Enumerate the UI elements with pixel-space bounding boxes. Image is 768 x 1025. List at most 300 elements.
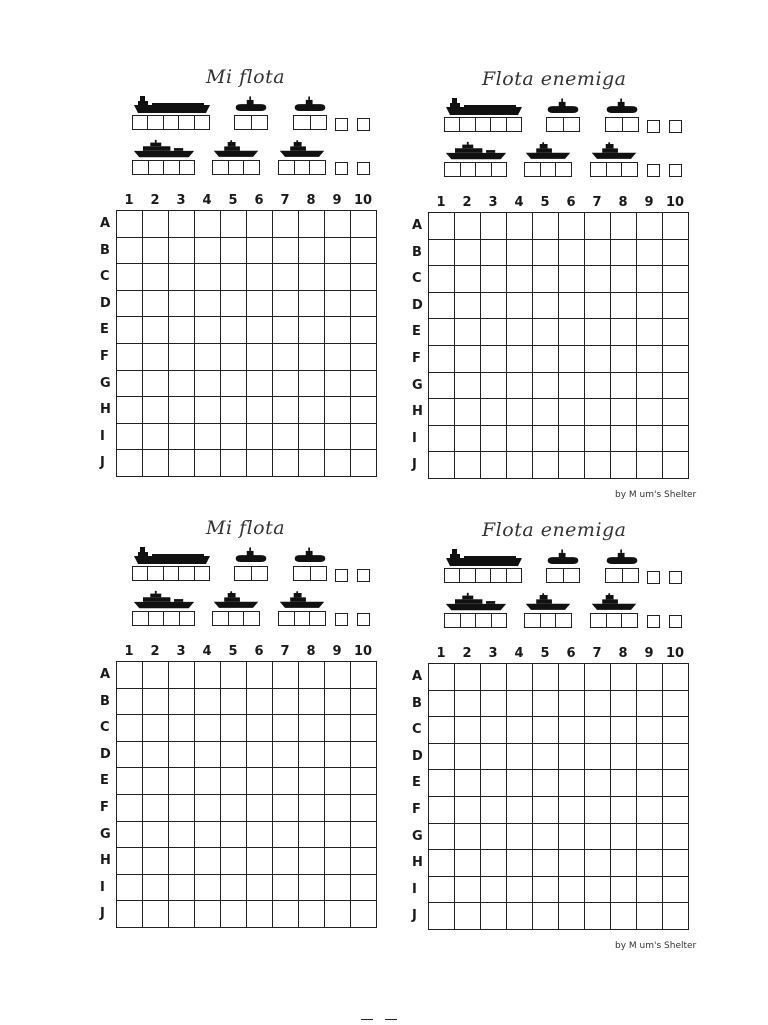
- hit-box[interactable]: [148, 116, 163, 129]
- hit-box[interactable]: [623, 118, 639, 131]
- grid-cell[interactable]: [247, 397, 273, 424]
- grid-cell[interactable]: [143, 211, 169, 238]
- hit-box[interactable]: [445, 614, 461, 627]
- grid-cell[interactable]: [585, 903, 611, 930]
- grid-cell[interactable]: [195, 875, 221, 902]
- grid-cell[interactable]: [143, 901, 169, 928]
- grid-cell[interactable]: [221, 742, 247, 769]
- grid-cell[interactable]: [559, 850, 585, 877]
- grid-cell[interactable]: [637, 744, 663, 771]
- sunk-checkbox[interactable]: [669, 615, 682, 628]
- grid-cell[interactable]: [559, 213, 585, 240]
- hit-box[interactable]: [622, 163, 637, 176]
- grid-cell[interactable]: [637, 426, 663, 453]
- grid-cell[interactable]: [585, 664, 611, 691]
- grid-cell[interactable]: [481, 346, 507, 373]
- grid-cell[interactable]: [195, 795, 221, 822]
- grid-cell[interactable]: [585, 877, 611, 904]
- grid-cell[interactable]: [481, 266, 507, 293]
- grid-cell[interactable]: [455, 770, 481, 797]
- grid-cell[interactable]: [351, 715, 377, 742]
- grid-cell[interactable]: [221, 397, 247, 424]
- grid-cell[interactable]: [351, 344, 377, 371]
- hit-box[interactable]: [525, 163, 541, 176]
- grid-cell[interactable]: [221, 768, 247, 795]
- grid-cell[interactable]: [247, 344, 273, 371]
- grid-cell[interactable]: [611, 426, 637, 453]
- grid-cell[interactable]: [611, 346, 637, 373]
- grid-cell[interactable]: [351, 450, 377, 477]
- hit-box[interactable]: [564, 569, 580, 582]
- grid-cell[interactable]: [507, 213, 533, 240]
- grid-cell[interactable]: [143, 238, 169, 265]
- grid-cell[interactable]: [637, 213, 663, 240]
- grid-cell[interactable]: [507, 797, 533, 824]
- grid-cell[interactable]: [117, 238, 143, 265]
- grid-cell[interactable]: [429, 850, 455, 877]
- grid-cell[interactable]: [533, 213, 559, 240]
- grid-cell[interactable]: [429, 452, 455, 479]
- hit-box[interactable]: [461, 163, 477, 176]
- grid-cell[interactable]: [429, 824, 455, 851]
- grid-cell[interactable]: [325, 371, 351, 398]
- hit-box[interactable]: [445, 569, 460, 582]
- grid-cell[interactable]: [117, 715, 143, 742]
- grid-cell[interactable]: [637, 293, 663, 320]
- grid-cell[interactable]: [325, 450, 351, 477]
- hit-box[interactable]: [623, 569, 639, 582]
- grid-cell[interactable]: [611, 903, 637, 930]
- hit-box[interactable]: [213, 161, 229, 174]
- sunk-checkbox[interactable]: [669, 120, 682, 133]
- hit-box[interactable]: [279, 161, 295, 174]
- grid-cell[interactable]: [429, 664, 455, 691]
- grid-cell[interactable]: [195, 371, 221, 398]
- grid-cell[interactable]: [585, 824, 611, 851]
- grid-cell[interactable]: [351, 795, 377, 822]
- grid-cell[interactable]: [611, 877, 637, 904]
- grid-cell[interactable]: [559, 240, 585, 267]
- grid-cell[interactable]: [169, 238, 195, 265]
- grid-cell[interactable]: [429, 346, 455, 373]
- hit-box[interactable]: [294, 567, 311, 580]
- grid-cell[interactable]: [481, 452, 507, 479]
- grid-cell[interactable]: [117, 291, 143, 318]
- hit-box[interactable]: [180, 612, 195, 625]
- hit-box[interactable]: [279, 612, 295, 625]
- grid-cell[interactable]: [273, 264, 299, 291]
- grid-cell[interactable]: [169, 848, 195, 875]
- grid-cell[interactable]: [299, 371, 325, 398]
- grid-cell[interactable]: [169, 901, 195, 928]
- ship-hit-boxes[interactable]: [444, 162, 507, 177]
- grid-cell[interactable]: [247, 768, 273, 795]
- hit-box[interactable]: [311, 116, 327, 129]
- hit-box[interactable]: [556, 614, 571, 627]
- grid-cell[interactable]: [273, 424, 299, 451]
- ship-hit-boxes[interactable]: [590, 613, 638, 628]
- grid-cell[interactable]: [559, 903, 585, 930]
- grid-cell[interactable]: [221, 291, 247, 318]
- grid-cell[interactable]: [143, 397, 169, 424]
- grid-cell[interactable]: [611, 797, 637, 824]
- grid-cell[interactable]: [195, 715, 221, 742]
- grid-cell[interactable]: [273, 715, 299, 742]
- hit-box[interactable]: [180, 161, 195, 174]
- grid-cell[interactable]: [481, 399, 507, 426]
- grid-cell[interactable]: [117, 901, 143, 928]
- grid-cell[interactable]: [663, 850, 689, 877]
- ship-hit-boxes[interactable]: [278, 160, 326, 175]
- grid-cell[interactable]: [273, 768, 299, 795]
- hit-box[interactable]: [492, 163, 507, 176]
- sunk-checkbox[interactable]: [647, 164, 660, 177]
- grid-cell[interactable]: [299, 742, 325, 769]
- hit-box[interactable]: [164, 567, 179, 580]
- grid-cell[interactable]: [663, 717, 689, 744]
- hit-box[interactable]: [133, 567, 148, 580]
- grid-cell[interactable]: [585, 426, 611, 453]
- grid-cell[interactable]: [507, 373, 533, 400]
- grid-cell[interactable]: [325, 238, 351, 265]
- grid-cell[interactable]: [429, 717, 455, 744]
- grid-cell[interactable]: [169, 424, 195, 451]
- grid-cell[interactable]: [533, 266, 559, 293]
- grid-cell[interactable]: [325, 901, 351, 928]
- hit-box[interactable]: [606, 569, 623, 582]
- ship-hit-boxes[interactable]: [546, 568, 580, 583]
- grid-cell[interactable]: [325, 822, 351, 849]
- hit-box[interactable]: [235, 567, 252, 580]
- grid-cell[interactable]: [663, 824, 689, 851]
- grid-cell[interactable]: [455, 426, 481, 453]
- grid-cell[interactable]: [299, 662, 325, 689]
- grid-cell[interactable]: [585, 346, 611, 373]
- grid-cell[interactable]: [455, 452, 481, 479]
- grid-cell[interactable]: [143, 291, 169, 318]
- grid-cell[interactable]: [221, 822, 247, 849]
- grid-cell[interactable]: [507, 691, 533, 718]
- hit-box[interactable]: [244, 612, 259, 625]
- grid-cell[interactable]: [273, 344, 299, 371]
- grid-cell[interactable]: [611, 744, 637, 771]
- grid-cell[interactable]: [637, 373, 663, 400]
- grid-cell[interactable]: [351, 875, 377, 902]
- grid-cell[interactable]: [299, 795, 325, 822]
- hit-box[interactable]: [525, 614, 541, 627]
- grid-cell[interactable]: [143, 875, 169, 902]
- grid-cell[interactable]: [299, 424, 325, 451]
- hit-box[interactable]: [461, 614, 477, 627]
- grid-cell[interactable]: [299, 689, 325, 716]
- grid-cell[interactable]: [195, 901, 221, 928]
- grid-cell[interactable]: [325, 264, 351, 291]
- grid-cell[interactable]: [351, 689, 377, 716]
- grid-cell[interactable]: [611, 770, 637, 797]
- grid-cell[interactable]: [169, 397, 195, 424]
- grid-cell[interactable]: [117, 742, 143, 769]
- grid-cell[interactable]: [169, 317, 195, 344]
- grid-cell[interactable]: [169, 689, 195, 716]
- grid-cell[interactable]: [351, 317, 377, 344]
- grid-cell[interactable]: [117, 450, 143, 477]
- grid-cell[interactable]: [429, 797, 455, 824]
- grid-cell[interactable]: [455, 717, 481, 744]
- grid-cell[interactable]: [507, 770, 533, 797]
- grid-cell[interactable]: [481, 373, 507, 400]
- grid-cell[interactable]: [143, 371, 169, 398]
- grid-cell[interactable]: [273, 822, 299, 849]
- grid-cell[interactable]: [637, 399, 663, 426]
- grid-cell[interactable]: [663, 770, 689, 797]
- grid-cell[interactable]: [221, 901, 247, 928]
- grid-cell[interactable]: [585, 266, 611, 293]
- grid-cell[interactable]: [169, 291, 195, 318]
- grid-cell[interactable]: [663, 240, 689, 267]
- grid-cell[interactable]: [221, 424, 247, 451]
- grid-cell[interactable]: [663, 346, 689, 373]
- ship-hit-boxes[interactable]: [524, 162, 572, 177]
- grid-cell[interactable]: [143, 795, 169, 822]
- grid-cell[interactable]: [247, 291, 273, 318]
- hit-box[interactable]: [179, 567, 194, 580]
- grid-cell[interactable]: [273, 662, 299, 689]
- grid-cell[interactable]: [351, 238, 377, 265]
- hit-box[interactable]: [179, 116, 194, 129]
- sunk-checkbox[interactable]: [647, 120, 660, 133]
- grid-cell[interactable]: [455, 691, 481, 718]
- grid-cell[interactable]: [195, 822, 221, 849]
- grid-cell[interactable]: [299, 211, 325, 238]
- hit-box[interactable]: [491, 118, 506, 131]
- sunk-checkbox[interactable]: [647, 571, 660, 584]
- grid-cell[interactable]: [325, 795, 351, 822]
- grid-cell[interactable]: [663, 797, 689, 824]
- grid-cell[interactable]: [429, 213, 455, 240]
- grid-cell[interactable]: [481, 824, 507, 851]
- grid-cell[interactable]: [195, 768, 221, 795]
- ship-hit-boxes[interactable]: [234, 566, 268, 581]
- grid-cell[interactable]: [221, 715, 247, 742]
- hit-box[interactable]: [148, 567, 163, 580]
- grid-cell[interactable]: [299, 875, 325, 902]
- grid-cell[interactable]: [195, 397, 221, 424]
- grid-cell[interactable]: [663, 426, 689, 453]
- grid-cell[interactable]: [169, 715, 195, 742]
- grid-cell[interactable]: [195, 317, 221, 344]
- grid-cell[interactable]: [637, 452, 663, 479]
- grid-cell[interactable]: [429, 691, 455, 718]
- grid-cell[interactable]: [273, 901, 299, 928]
- sunk-checkbox[interactable]: [335, 613, 348, 626]
- hit-box[interactable]: [445, 163, 461, 176]
- grid-cell[interactable]: [481, 426, 507, 453]
- grid-cell[interactable]: [507, 744, 533, 771]
- grid-cell[interactable]: [585, 373, 611, 400]
- grid-cell[interactable]: [663, 373, 689, 400]
- grid-cell[interactable]: [559, 824, 585, 851]
- ship-hit-boxes[interactable]: [444, 117, 522, 132]
- grid-cell[interactable]: [221, 848, 247, 875]
- hit-box[interactable]: [476, 118, 491, 131]
- hit-box[interactable]: [149, 161, 165, 174]
- ship-hit-boxes[interactable]: [605, 568, 639, 583]
- grid-cell[interactable]: [351, 901, 377, 928]
- grid-cell[interactable]: [143, 344, 169, 371]
- grid-cell[interactable]: [143, 317, 169, 344]
- grid-cell[interactable]: [351, 291, 377, 318]
- grid-cell[interactable]: [611, 691, 637, 718]
- hit-box[interactable]: [244, 161, 259, 174]
- grid-cell[interactable]: [663, 903, 689, 930]
- grid-cell[interactable]: [325, 662, 351, 689]
- grid-cell[interactable]: [169, 768, 195, 795]
- grid-cell[interactable]: [507, 346, 533, 373]
- hit-box[interactable]: [133, 612, 149, 625]
- grid-cell[interactable]: [533, 346, 559, 373]
- grid-cell[interactable]: [663, 213, 689, 240]
- grid-cell[interactable]: [637, 346, 663, 373]
- grid-cell[interactable]: [585, 850, 611, 877]
- grid-cell[interactable]: [559, 770, 585, 797]
- grid-cell[interactable]: [663, 691, 689, 718]
- grid-cell[interactable]: [481, 770, 507, 797]
- grid-cell[interactable]: [663, 877, 689, 904]
- grid-cell[interactable]: [481, 213, 507, 240]
- grid-cell[interactable]: [221, 371, 247, 398]
- grid-cell[interactable]: [143, 424, 169, 451]
- grid-cell[interactable]: [455, 664, 481, 691]
- grid-cell[interactable]: [533, 877, 559, 904]
- grid-cell[interactable]: [299, 264, 325, 291]
- grid-cell[interactable]: [351, 742, 377, 769]
- grid-cell[interactable]: [195, 344, 221, 371]
- grid-cell[interactable]: [559, 797, 585, 824]
- grid-cell[interactable]: [351, 371, 377, 398]
- grid-cell[interactable]: [481, 744, 507, 771]
- grid-cell[interactable]: [637, 691, 663, 718]
- grid-cell[interactable]: [221, 689, 247, 716]
- grid-cell[interactable]: [325, 875, 351, 902]
- hit-box[interactable]: [622, 614, 637, 627]
- grid-cell[interactable]: [533, 717, 559, 744]
- grid-cell[interactable]: [273, 211, 299, 238]
- grid-cell[interactable]: [143, 264, 169, 291]
- grid-cell[interactable]: [273, 875, 299, 902]
- grid-cell[interactable]: [559, 744, 585, 771]
- grid-cell[interactable]: [507, 850, 533, 877]
- grid-cell[interactable]: [533, 399, 559, 426]
- grid-cell[interactable]: [247, 742, 273, 769]
- sunk-checkbox[interactable]: [357, 613, 370, 626]
- grid-cell[interactable]: [507, 319, 533, 346]
- grid-cell[interactable]: [273, 291, 299, 318]
- grid-cell[interactable]: [507, 824, 533, 851]
- grid-cell[interactable]: [637, 850, 663, 877]
- grid-cell[interactable]: [221, 662, 247, 689]
- grid-cell[interactable]: [637, 319, 663, 346]
- ship-hit-boxes[interactable]: [293, 566, 327, 581]
- grid-cell[interactable]: [195, 450, 221, 477]
- sunk-checkbox[interactable]: [335, 569, 348, 582]
- ship-hit-boxes[interactable]: [234, 115, 268, 130]
- sunk-checkbox[interactable]: [335, 162, 348, 175]
- grid-cell[interactable]: [325, 397, 351, 424]
- hit-box[interactable]: [606, 118, 623, 131]
- hit-box[interactable]: [591, 163, 607, 176]
- grid-cell[interactable]: [507, 240, 533, 267]
- grid-cell[interactable]: [559, 664, 585, 691]
- grid-cell[interactable]: [169, 344, 195, 371]
- grid-cell[interactable]: [611, 293, 637, 320]
- grid-cell[interactable]: [325, 768, 351, 795]
- grid-cell[interactable]: [533, 797, 559, 824]
- grid-cell[interactable]: [637, 717, 663, 744]
- grid-cell[interactable]: [247, 689, 273, 716]
- grid-cell[interactable]: [325, 424, 351, 451]
- grid-cell[interactable]: [455, 240, 481, 267]
- grid-cell[interactable]: [117, 424, 143, 451]
- hit-box[interactable]: [149, 612, 165, 625]
- grid-cell[interactable]: [195, 689, 221, 716]
- grid-cell[interactable]: [663, 293, 689, 320]
- grid-cell[interactable]: [247, 901, 273, 928]
- grid-cell[interactable]: [195, 662, 221, 689]
- grid-cell[interactable]: [299, 901, 325, 928]
- ship-hit-boxes[interactable]: [546, 117, 580, 132]
- grid-cell[interactable]: [299, 344, 325, 371]
- grid-cell[interactable]: [247, 662, 273, 689]
- grid-cell[interactable]: [143, 822, 169, 849]
- grid-cell[interactable]: [481, 293, 507, 320]
- grid-cell[interactable]: [481, 797, 507, 824]
- grid-cell[interactable]: [585, 452, 611, 479]
- grid-cell[interactable]: [247, 795, 273, 822]
- grid-cell[interactable]: [455, 797, 481, 824]
- grid-cell[interactable]: [143, 662, 169, 689]
- grid-cell[interactable]: [481, 319, 507, 346]
- grid-cell[interactable]: [351, 211, 377, 238]
- grid-cell[interactable]: [455, 824, 481, 851]
- grid-cell[interactable]: [429, 770, 455, 797]
- hit-box[interactable]: [294, 116, 311, 129]
- grid-cell[interactable]: [299, 848, 325, 875]
- grid-cell[interactable]: [611, 373, 637, 400]
- grid-cell[interactable]: [221, 211, 247, 238]
- grid-cell[interactable]: [117, 211, 143, 238]
- grid-cell[interactable]: [559, 346, 585, 373]
- hit-box[interactable]: [460, 569, 475, 582]
- grid-cell[interactable]: [533, 293, 559, 320]
- hit-box[interactable]: [476, 614, 492, 627]
- grid-cell[interactable]: [299, 715, 325, 742]
- grid-cell[interactable]: [221, 875, 247, 902]
- grid-cell[interactable]: [221, 317, 247, 344]
- grid-cell[interactable]: [559, 293, 585, 320]
- grid-cell[interactable]: [299, 768, 325, 795]
- grid-cell[interactable]: [585, 691, 611, 718]
- grid-cell[interactable]: [585, 717, 611, 744]
- grid-cell[interactable]: [117, 795, 143, 822]
- grid-cell[interactable]: [507, 426, 533, 453]
- grid-cell[interactable]: [429, 426, 455, 453]
- grid-cell[interactable]: [533, 770, 559, 797]
- grid-cell[interactable]: [247, 264, 273, 291]
- hit-box[interactable]: [310, 612, 325, 625]
- ship-hit-boxes[interactable]: [293, 115, 327, 130]
- hit-box[interactable]: [229, 612, 245, 625]
- grid-cell[interactable]: [273, 238, 299, 265]
